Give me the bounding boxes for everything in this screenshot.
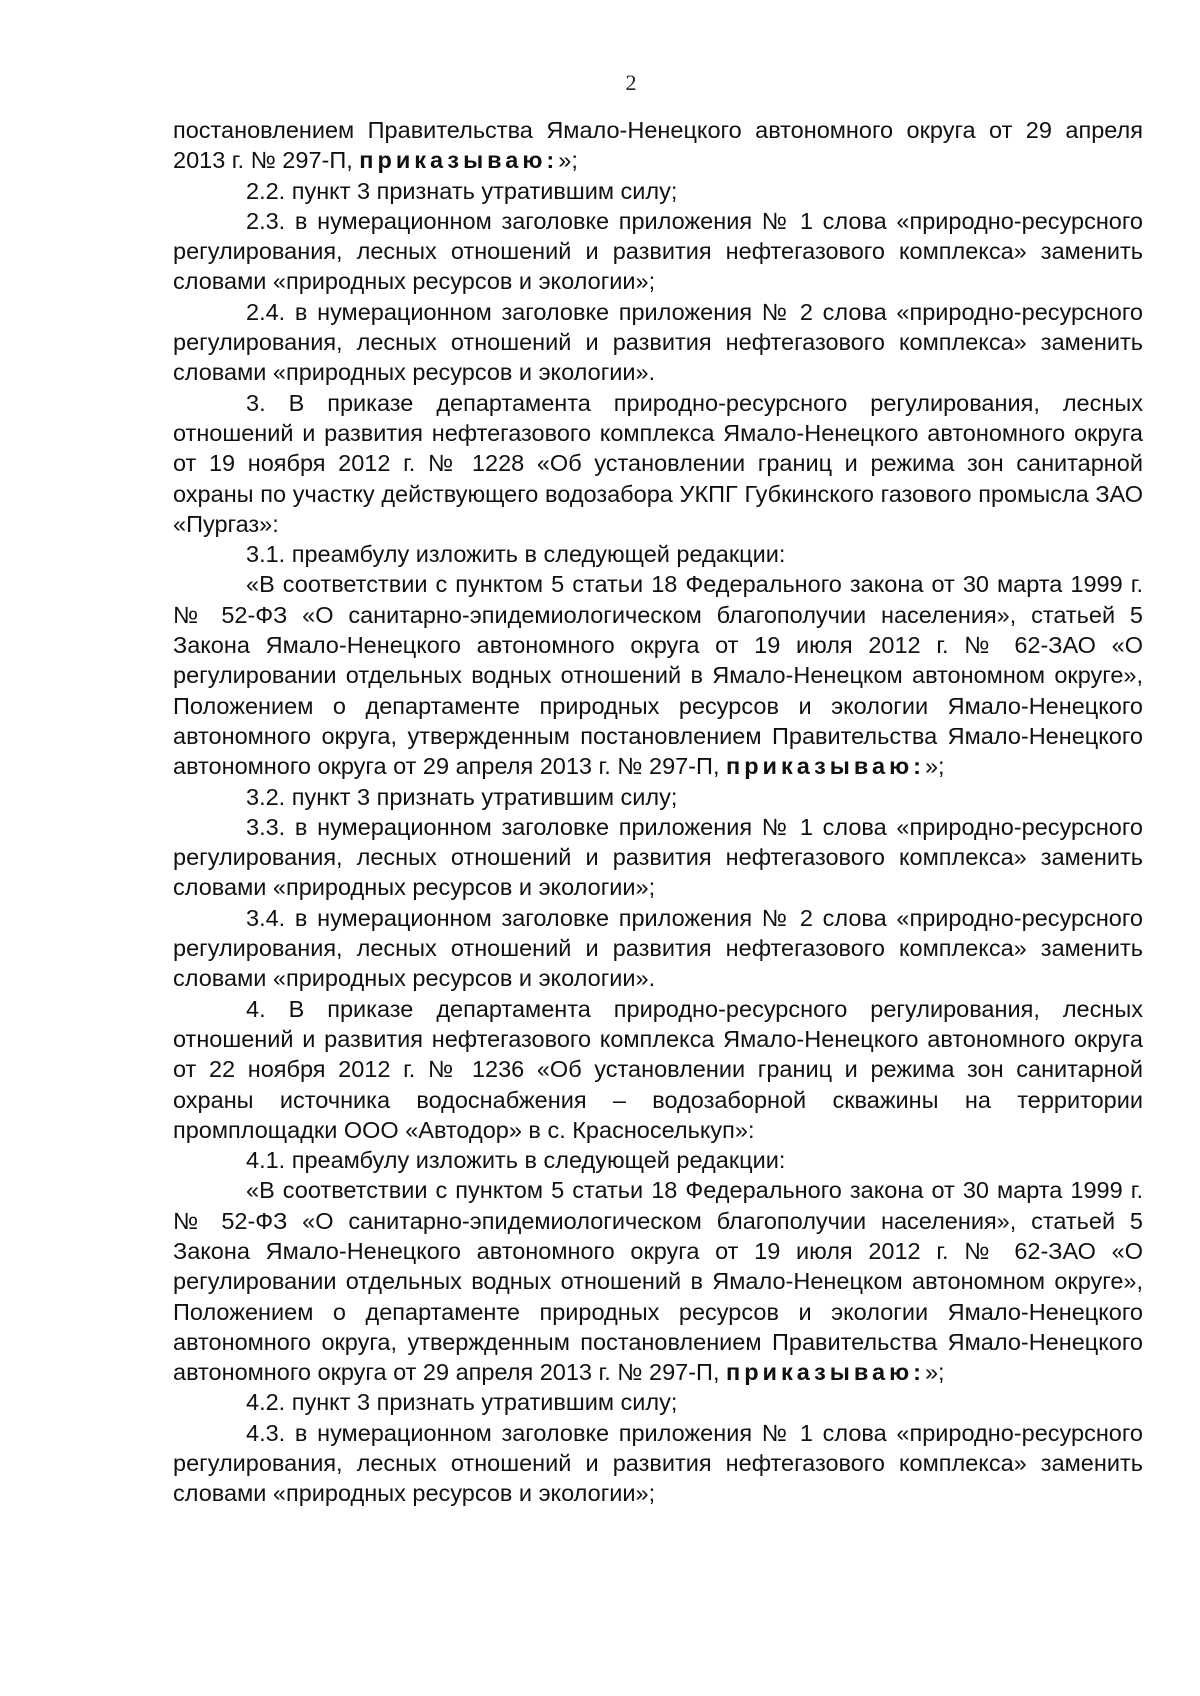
paragraph: 2.4. в нумерационном заголовке приложения № 2 слова «природно-ресурсного регулирования, лесных отношений и развития нефтегазового комплекса» заменить словами «природных ресурсов и экологии». — [173, 298, 1143, 386]
paragraph: 2.3. в нумерационном заголовке приложения № 1 слова «природно-ресурсного регулирования, лесных отношений и развития нефтегазового комплекса» заменить словами «природных ресурсов и экологии»; — [173, 207, 1143, 295]
paragraph: «В соответствии с пунктом 5 статьи 18 Федерального закона от 30 марта 1999 г. № 52-ФЗ «О санитарно-эпидемиологическом благополучии населения», статьей 5 Закона Ямало-Ненецкого автономного округа от 19 июля 2012 г. № 62-ЗАО «О регулировании отдельных водных отношений в Ямало-Ненецком автономном округе», Положением о департаменте природных ресурсов и экологии Ямало-Ненецкого автономного округа, утвержденным постановлением Правительства Ямало-Ненецкого автономного округа от 29 апреля 2013 г. № 297-П, приказываю:»; — [173, 571, 1143, 780]
paragraph: 4.3. в нумерационном заголовке приложения № 1 слова «природно-ресурсного регулирования, лесных отношений и развития нефтегазового комплекса» заменить словами «природных ресурсов и экологии»; — [173, 1419, 1143, 1507]
paragraph: 4.1. преамбулу изложить в следующей редакции: — [246, 1147, 786, 1174]
page-number: 2 — [625, 70, 637, 95]
bold-keyword: приказываю: — [726, 753, 925, 780]
paragraph: 3.1. преамбулу изложить в следующей редакции: — [246, 541, 786, 568]
paragraph: постановлением Правительства Ямало-Ненецкого автономного округа от 29 апреля 2013 г. № 297-П, приказываю:»; — [173, 117, 1143, 174]
paragraph: 3.4. в нумерационном заголовке приложения № 2 слова «природно-ресурсного регулирования, лесных отношений и развития нефтегазового комплекса» заменить словами «природных ресурсов и экологии». — [173, 904, 1143, 992]
document-body — [173, 115, 1143, 1509]
paragraph: 3.3. в нумерационном заголовке приложения № 1 слова «природно-ресурсного регулирования, лесных отношений и развития нефтегазового комплекса» заменить словами «природных ресурсов и экологии»; — [173, 813, 1143, 901]
paragraph: 4. В приказе департамента природно-ресурсного регулирования, лесных отношений и развития нефтегазового комплекса Ямало-Ненецкого автономного округа от 22 ноября 2012 г. № 1236 «Об установлении границ и режима зон санитарной охраны источника водоснабжения – водозаборной скважины на территории промплощадки ООО «Автодор» в с. Красноселькуп»: — [173, 995, 1143, 1143]
paragraph: 2.2. пункт 3 признать утратившим силу; — [246, 177, 678, 204]
paragraph: 3.2. пункт 3 признать утратившим силу; — [246, 783, 678, 810]
bold-keyword: приказываю: — [726, 1359, 925, 1386]
paragraph: «В соответствии с пунктом 5 статьи 18 Федерального закона от 30 марта 1999 г. № 52-ФЗ «О санитарно-эпидемиологическом благополучии населения», статьей 5 Закона Ямало-Ненецкого автономного округа от 19 июля 2012 г. № 62-ЗАО «О регулировании отдельных водных отношений в Ямало-Ненецком автономном округе», Положением о департаменте природных ресурсов и экологии Ямало-Ненецкого автономного округа, утвержденным постановлением Правительства Ямало-Ненецкого автономного округа от 29 апреля 2013 г. № 297-П, приказываю:»; — [173, 1177, 1143, 1386]
bold-keyword: приказываю: — [359, 147, 559, 174]
paragraph: 3. В приказе департамента природно-ресурсного регулирования, лесных отношений и развития нефтегазового комплекса Ямало-Ненецкого автономного округа от 19 ноября 2012 г. № 1228 «Об установлении границ и режима зон санитарной охраны по участку действующего водозабора УКПГ Губкинского газового промысла ЗАО «Пургаз»: — [173, 389, 1143, 537]
paragraph: 4.2. пункт 3 признать утратившим силу; — [246, 1389, 678, 1416]
